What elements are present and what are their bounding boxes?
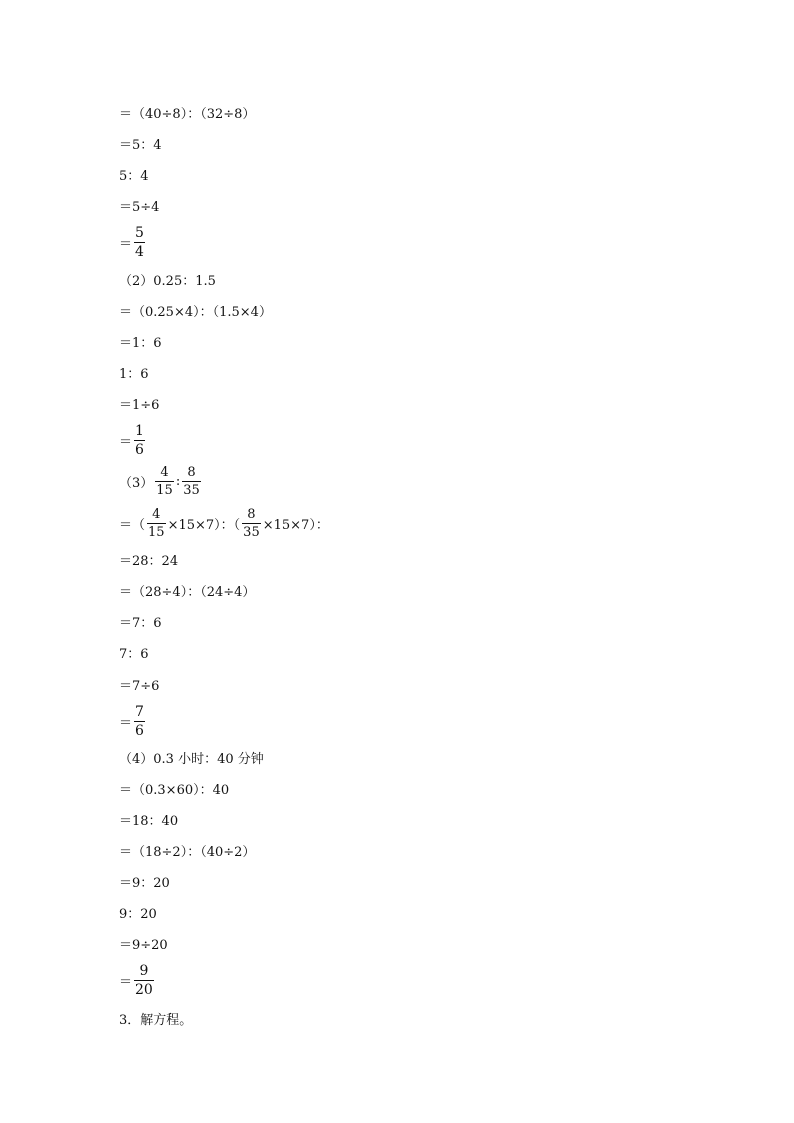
problem-label: （3） $\frac{4}{15}$ : $\frac{8}{35}$ xyxy=(119,464,200,498)
solution-line: ＝1：6 xyxy=(119,335,162,351)
fraction: $\frac{1}{6}$ xyxy=(135,422,144,458)
solution-line: 5：4 xyxy=(119,168,149,184)
problem-label: （4）0.3 小时：40 分钟 xyxy=(119,751,264,767)
fraction-line: ＝ $\frac{5}{4}$ xyxy=(119,224,144,260)
fraction: $\frac{9}{20}$ xyxy=(135,962,153,998)
solution-line: ＝28：24 xyxy=(119,553,179,569)
fraction: $\frac{5}{4}$ xyxy=(135,224,144,260)
solution-line: ＝（18÷2）：（40÷2） xyxy=(119,844,256,860)
fraction: $\frac{4}{15}$ xyxy=(156,464,173,498)
solution-line: ＝9÷20 xyxy=(119,937,168,953)
solution-line: 1：6 xyxy=(119,366,149,382)
solution-line: ＝7÷6 xyxy=(119,678,160,694)
fraction: $\frac{4}{15}$ xyxy=(148,506,165,540)
fraction-line: ＝ $\frac{7}{6}$ xyxy=(119,703,144,739)
problem-label: （2）0.25：1.5 xyxy=(119,273,216,289)
fraction: $\frac{8}{35}$ xyxy=(183,464,200,498)
solution-line: ＝（40÷8）：（32÷8） xyxy=(119,106,256,122)
solution-line: ＝（0.3×60）：40 xyxy=(119,782,230,798)
solution-line: ＝1÷6 xyxy=(119,397,160,413)
fraction-line: ＝ $\frac{1}{6}$ xyxy=(119,422,144,458)
solution-line: 9：20 xyxy=(119,906,157,922)
solution-line: 7：6 xyxy=(119,646,149,662)
fraction: $\frac{8}{35}$ xyxy=(243,506,260,540)
section-heading: 3．解方程。 xyxy=(119,1012,193,1028)
solution-line: ＝9：20 xyxy=(119,875,170,891)
fraction-line: ＝ $\frac{9}{20}$ xyxy=(119,962,153,998)
fraction: $\frac{7}{6}$ xyxy=(135,703,144,739)
solution-line: ＝（ $\frac{4}{15}$ ×15×7）：（ $\frac{8}{35}$ ×15×7）： xyxy=(119,506,329,540)
solution-line: ＝（0.25×4）：（1.5×4） xyxy=(119,304,272,320)
solution-line: ＝5÷4 xyxy=(119,199,160,215)
solution-line: ＝18：40 xyxy=(119,813,179,829)
solution-line: ＝5：4 xyxy=(119,137,162,153)
solution-line: ＝（28÷4）：（24÷4） xyxy=(119,584,256,600)
solution-line: ＝7：6 xyxy=(119,615,162,631)
